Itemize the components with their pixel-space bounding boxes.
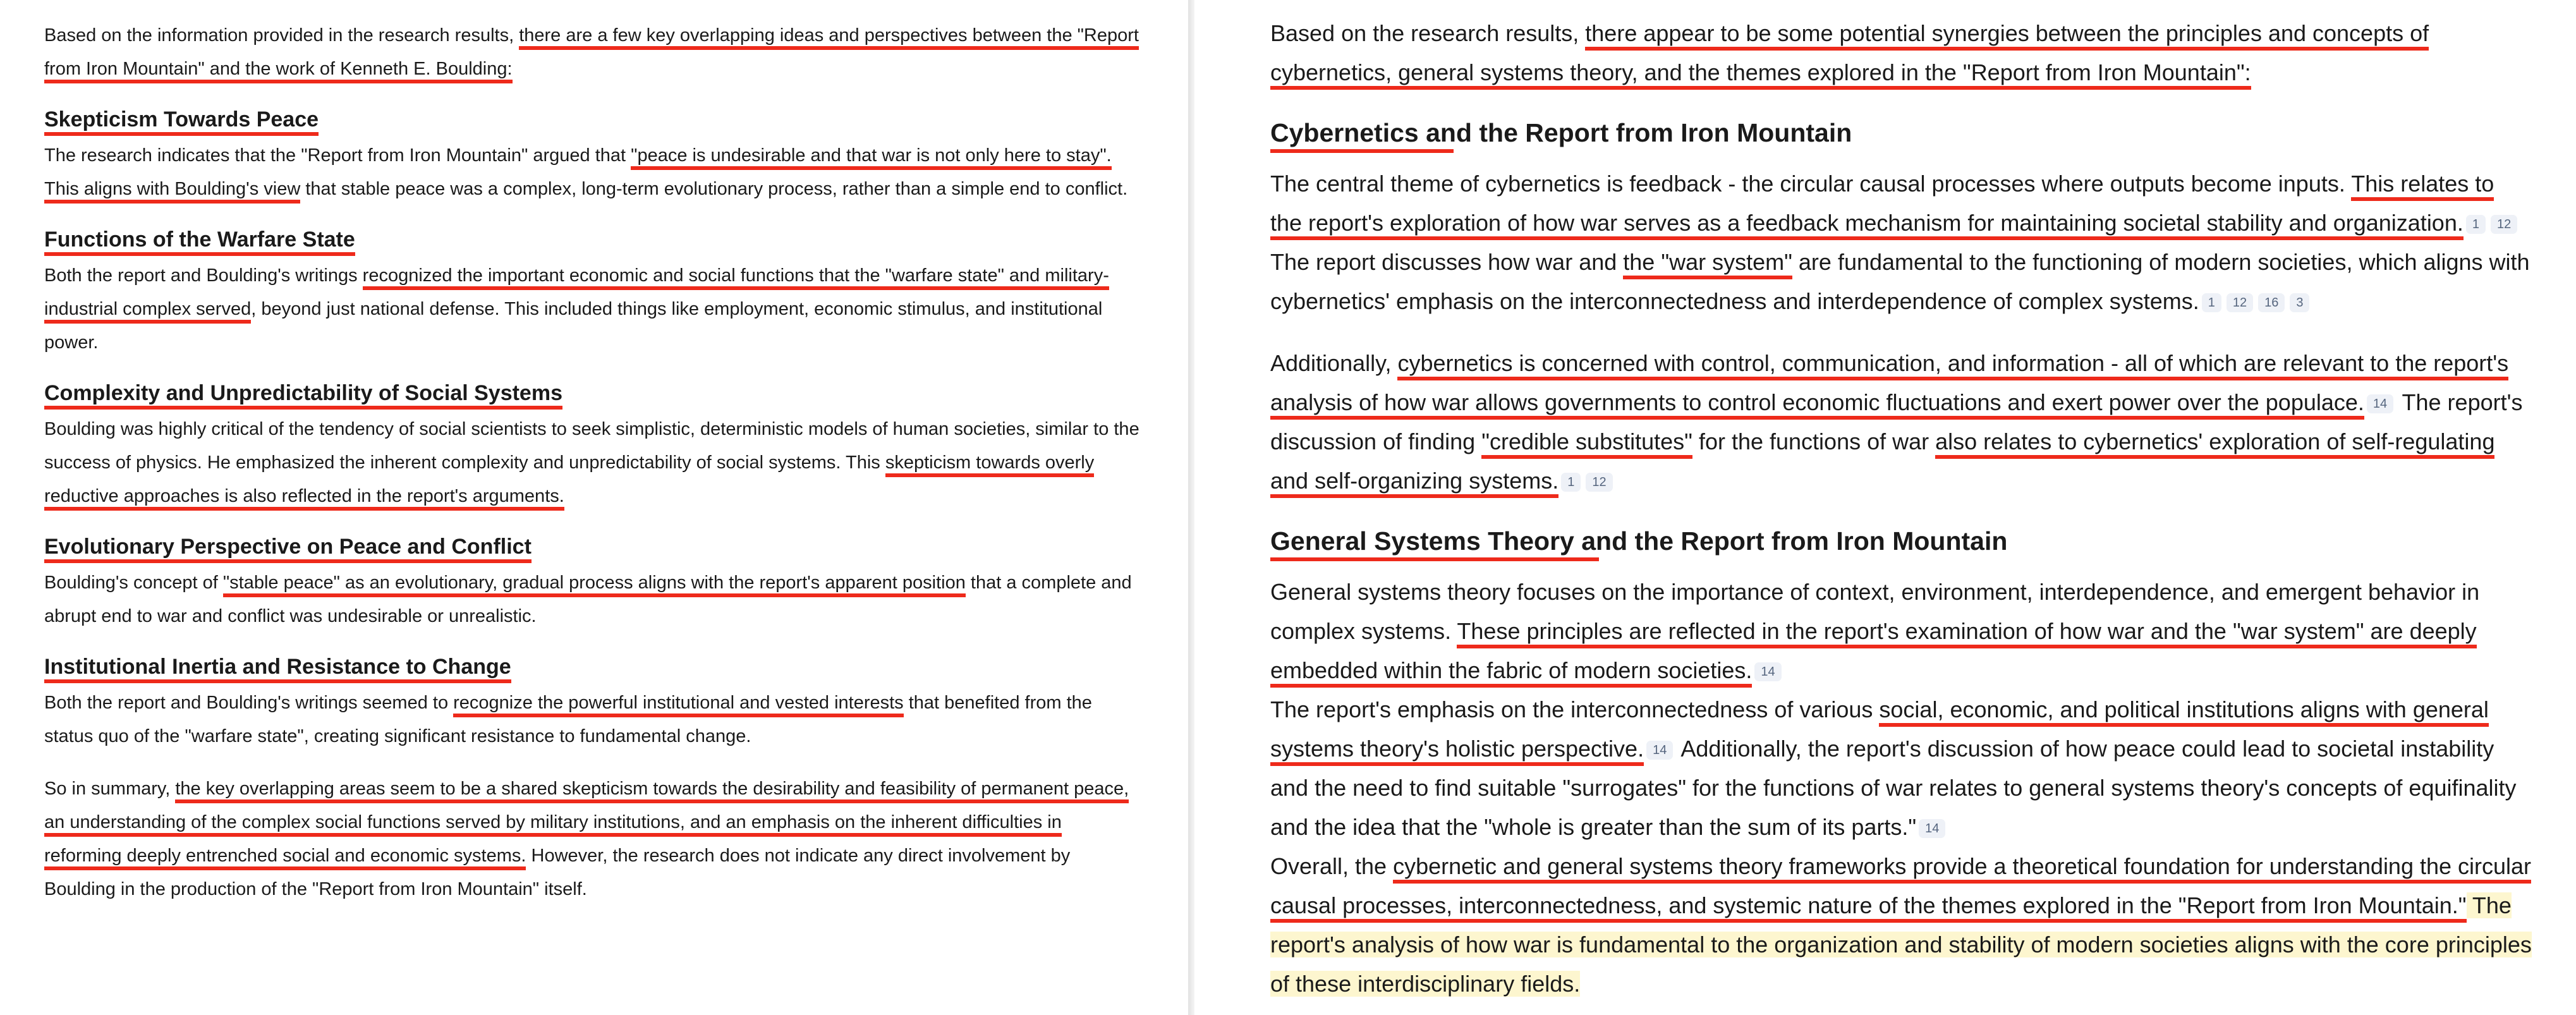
underlined-text: cybernetics is concerned with control, communication, and information - all of which are relevant to the report's analysis of how war allows governments to control economic fluctuations and exert power over the populace. [1270, 350, 2508, 420]
underlined-text: These principles are reflected in the report's examination of how war and the "war system" are deeply embedded within the fabric of modern societies. [1270, 618, 2477, 688]
underlined-text: skepticism towards overly reductive approaches is also reflected in the report's arguments. [44, 453, 1094, 511]
paragraph-gst-context [1270, 573, 2532, 690]
section-complexity [44, 379, 1144, 513]
text: Overall, the [1270, 853, 1394, 879]
left-summary [44, 772, 1144, 906]
section-body [44, 686, 1144, 753]
section-heading [44, 532, 532, 561]
heading-underline [1270, 557, 1599, 561]
section-body [44, 139, 1144, 206]
text: Both the report and Boulding's writings [44, 265, 363, 286]
text: that a complete and abrupt end to war and conflict was undesirable or unrealistic. [44, 573, 1132, 626]
citation-badge[interactable]: 12 [2227, 293, 2253, 312]
heading-text: Functions of the Warfare State [44, 228, 355, 256]
section-body [44, 566, 1144, 633]
text: The report's emphasis on the interconnectedness of various [1270, 696, 1880, 722]
text: Based on the research results, [1270, 20, 1586, 46]
section-institutional [44, 652, 1144, 753]
underlined-text: "peace is undesirable and that war is not only here to stay". This aligns with Boulding's view [44, 145, 1112, 204]
text: Boulding was highly critical of the tendency of social scientists to seek simplistic, deterministic models of human societies, similar to the success of physics. He emphasized the inherent complexity and unpredictability of social systems. This [44, 419, 1139, 473]
text: Based on the information provided in the research results, [44, 25, 519, 46]
underlined-text: also relates to cybernetics' exploration of self-regulating and self-organizing systems. [1270, 428, 2494, 498]
text: So in summary, [44, 779, 176, 799]
citation-badge[interactable]: 1 [1561, 473, 1581, 492]
heading-text: Complexity and Unpredictability of Social Systems [44, 381, 562, 410]
text: Boulding's concept of [44, 573, 223, 593]
text: Additionally, the report's discussion of how peace could lead to societal instability and the need to find suitable "surrogates" for the functions of war relates to general systems theory's concepts of equifinality and the idea that the "whole is greater than the sum of its parts." [1270, 736, 2517, 840]
paragraph-overall [1270, 847, 2532, 1004]
left-intro [44, 19, 1144, 86]
heading-text: Skepticism Towards Peace [44, 107, 319, 136]
right-intro [1270, 14, 2532, 92]
text: are fundamental to the functioning of modern societies, which aligns with cybernetics' emphasis on the interconnectedness and interdependence of complex systems. [1270, 249, 2530, 314]
section-warfare-state [44, 225, 1144, 360]
text: The central theme of cybernetics is feedback - the circular causal processes where outputs become inputs. [1270, 171, 2352, 197]
heading-text: Institutional Inertia and Resistance to Change [44, 655, 511, 683]
text: The research indicates that the "Report from Iron Mountain" argued that [44, 145, 631, 166]
text: However, the research does not indicate any direct involvement by Boulding in the production of the "Report from Iron Mountain" itself. [44, 846, 1071, 899]
text: that stable peace was a complex, long-term evolutionary process, rather than a simple end to conflict. [300, 179, 1128, 199]
text: The report's discussion of finding [1270, 389, 2523, 454]
underlined-text: social, economic, and political institutions aligns with general systems theory's holistic perspective. [1270, 696, 2489, 766]
section-heading [44, 652, 511, 681]
citation-badge[interactable]: 16 [2258, 293, 2285, 312]
underlined-text: This relates to the report's exploration of how war serves as a feedback mechanism for maintaining societal stability and organization. [1270, 171, 2494, 240]
heading-underline [1270, 149, 1454, 153]
highlighted-text: The report's analysis of how war is fundamental to the organization and stability of modern societies aligns with the core principles of these interdisciplinary fields. [1270, 892, 2532, 997]
right-document-panel [1194, 0, 2576, 1015]
text: Additionally, [1270, 350, 1398, 376]
section-body [44, 259, 1144, 360]
section-heading [44, 105, 319, 134]
citation-badge[interactable]: 1 [2202, 293, 2221, 312]
heading-text: General Systems Theory and the Report from Iron Mountain [1270, 526, 2008, 556]
underlined-text: recognize the powerful institutional and vested interests [453, 693, 904, 717]
underlined-text: recognized the important economic and social functions that the "warfare state" and military-industrial complex served [44, 265, 1109, 324]
left-document-panel [0, 0, 1188, 1015]
section-body [44, 413, 1144, 513]
underlined-text: the key overlapping areas seem to be a shared skepticism towards the desirability and feasibility of permanent peace, an understanding of the complex social functions served by military institutions, and an emphasis on the inherent difficulties in reforming deeply entrenched social and economic systems. [44, 779, 1129, 870]
citation-badge[interactable]: 12 [1586, 473, 1612, 492]
text: Both the report and Boulding's writings seemed to [44, 693, 454, 713]
heading-text: Cybernetics and the Report from Iron Mountain [1270, 118, 1852, 147]
underlined-text: "stable peace" as an evolutionary, gradual process aligns with the report's apparent position [223, 573, 966, 597]
section-skepticism [44, 105, 1144, 206]
heading-general-systems [1270, 523, 2007, 566]
text: for the functions of war [1692, 428, 1936, 454]
paragraph-cybernetics-control [1270, 344, 2532, 501]
text: The report discusses how war and [1270, 249, 1624, 275]
citation-badge[interactable]: 3 [2290, 293, 2309, 312]
underlined-text: the "war system" [1623, 249, 1792, 279]
underlined-text: "credible substitutes" [1481, 428, 1692, 459]
panel-divider [1188, 0, 1194, 1015]
paragraph-cybernetics-feedback [1270, 164, 2532, 321]
text: that benefited from the status quo of the "warfare state", creating significant resistance to fundamental change. [44, 693, 1092, 746]
citation-badge[interactable]: 14 [2367, 394, 2393, 413]
citation-badge[interactable]: 1 [2466, 215, 2486, 234]
citation-badge[interactable]: 14 [1754, 662, 1781, 681]
paragraph-gst-holistic [1270, 690, 2532, 847]
citation-badge[interactable]: 12 [2491, 215, 2517, 234]
underlined-text: cybernetic and general systems theory frameworks provide a theoretical foundation for understanding the circular causal processes, interconnectedness, and systemic nature of the themes explored in the "Report from Iron Mountain." [1270, 853, 2531, 923]
heading-cybernetics [1270, 115, 1852, 158]
underlined-text: there appear to be some potential synergies between the principles and concepts of cybernetics, general systems theory, and the themes explored in the "Report from Iron Mountain": [1270, 20, 2429, 90]
text: , beyond just national defense. This included things like employment, economic stimulus, and institutional power. [44, 299, 1103, 353]
section-evolutionary [44, 532, 1144, 633]
text: General systems theory focuses on the importance of context, environment, interdependence, and emergent behavior in complex systems. [1270, 579, 2480, 644]
section-heading [44, 225, 355, 254]
heading-text: Evolutionary Perspective on Peace and Conflict [44, 535, 532, 563]
citation-badge[interactable]: 14 [1919, 819, 1945, 838]
citation-badge[interactable]: 14 [1646, 741, 1673, 760]
underlined-text: there are a few key overlapping ideas and perspectives between the "Report from Iron Mountain" and the work of Kenneth E. Boulding: [44, 25, 1139, 83]
section-heading [44, 379, 562, 408]
